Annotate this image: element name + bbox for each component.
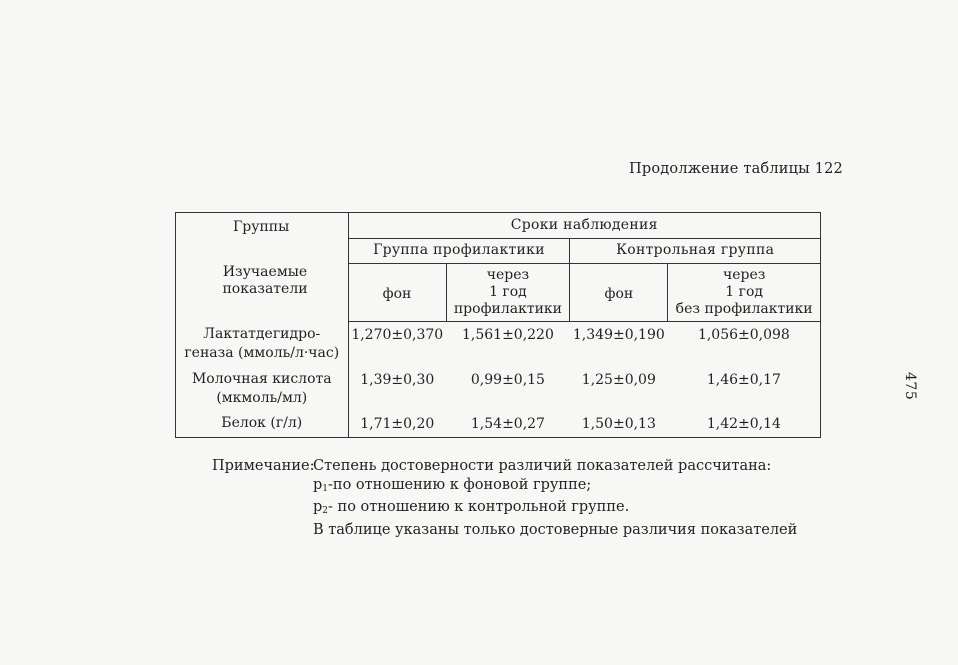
col-header-line: через	[722, 267, 766, 283]
row-label	[176, 322, 349, 368]
table-cell: 1,54±0,27	[470, 416, 545, 432]
footnote	[212, 457, 798, 538]
table-cell: 1,25±0,09	[581, 372, 656, 388]
p-subscript: 1	[322, 483, 329, 494]
table-cell: 1,46±0,17	[706, 372, 781, 388]
corner-bottom-label: Изучаемые показатели	[222, 264, 308, 297]
group-control-header: Контрольная группа	[570, 239, 821, 264]
table-cell: 0,99±0,15	[470, 372, 545, 388]
observation-periods-header: Сроки наблюдения	[348, 213, 820, 239]
group-prophylaxis-header: Группа профилактики	[348, 239, 570, 264]
col-after-prophylaxis	[446, 264, 570, 322]
col-fon-control: фон	[570, 264, 668, 322]
footnote-line: В таблице указаны только достоверные различия показателей	[313, 521, 798, 538]
col-header-line: 1 год	[725, 284, 764, 300]
footnote-lines	[313, 457, 797, 539]
page-number: 475	[902, 372, 918, 401]
table-cell: 1,561±0,220	[461, 327, 554, 343]
p-subscript: 2	[322, 506, 329, 516]
row-label-line: Лактатдегидро-	[203, 325, 321, 342]
footnote-line	[313, 498, 797, 521]
table-cell: 1,349±0,190	[572, 327, 665, 343]
table-cell: 1,056±0,098	[697, 327, 790, 343]
footnote-head: Примечание:	[212, 458, 315, 474]
col-header-line: через	[486, 267, 530, 283]
row-label: Белок (г/л)	[176, 411, 349, 438]
table-row	[176, 322, 821, 368]
table-cell: 1,50±0,13	[581, 416, 656, 432]
table-cell: 1,71±0,20	[360, 416, 435, 432]
row-label-line: Молочная кислота	[191, 371, 332, 387]
table-cell: 1,42±0,14	[706, 416, 781, 432]
table-cell: 1,270±0,370	[351, 327, 444, 343]
footnote-line: Степень достоверности различий показателей рассчитана:	[313, 458, 772, 474]
col-header-line: без профилактики	[675, 301, 813, 317]
table-row	[176, 411, 821, 438]
col-header-line: 1 год	[489, 284, 527, 300]
footnote-text: - по отношению к контрольной группе.	[328, 499, 630, 515]
p-symbol: p	[313, 499, 323, 515]
row-label	[176, 367, 349, 411]
p-symbol: p	[313, 476, 323, 493]
col-header-line: профилактики	[453, 301, 563, 317]
footnote-text: -по отношению к фоновой группе;	[328, 476, 592, 493]
corner-header	[176, 213, 349, 322]
col-fon-prophylaxis: фон	[348, 264, 446, 322]
data-table	[175, 212, 821, 438]
row-label-line: (мкмоль/мл)	[216, 390, 308, 406]
corner-top-label: Группы	[233, 219, 290, 235]
col-after-control	[668, 264, 821, 322]
table-row	[176, 367, 821, 411]
table-caption: Продолжение таблицы 122	[629, 161, 843, 177]
row-label-line: геназа (ммоль/л·час)	[184, 344, 340, 361]
table-cell: 1,39±0,30	[360, 372, 435, 388]
footnote-line	[313, 476, 797, 499]
